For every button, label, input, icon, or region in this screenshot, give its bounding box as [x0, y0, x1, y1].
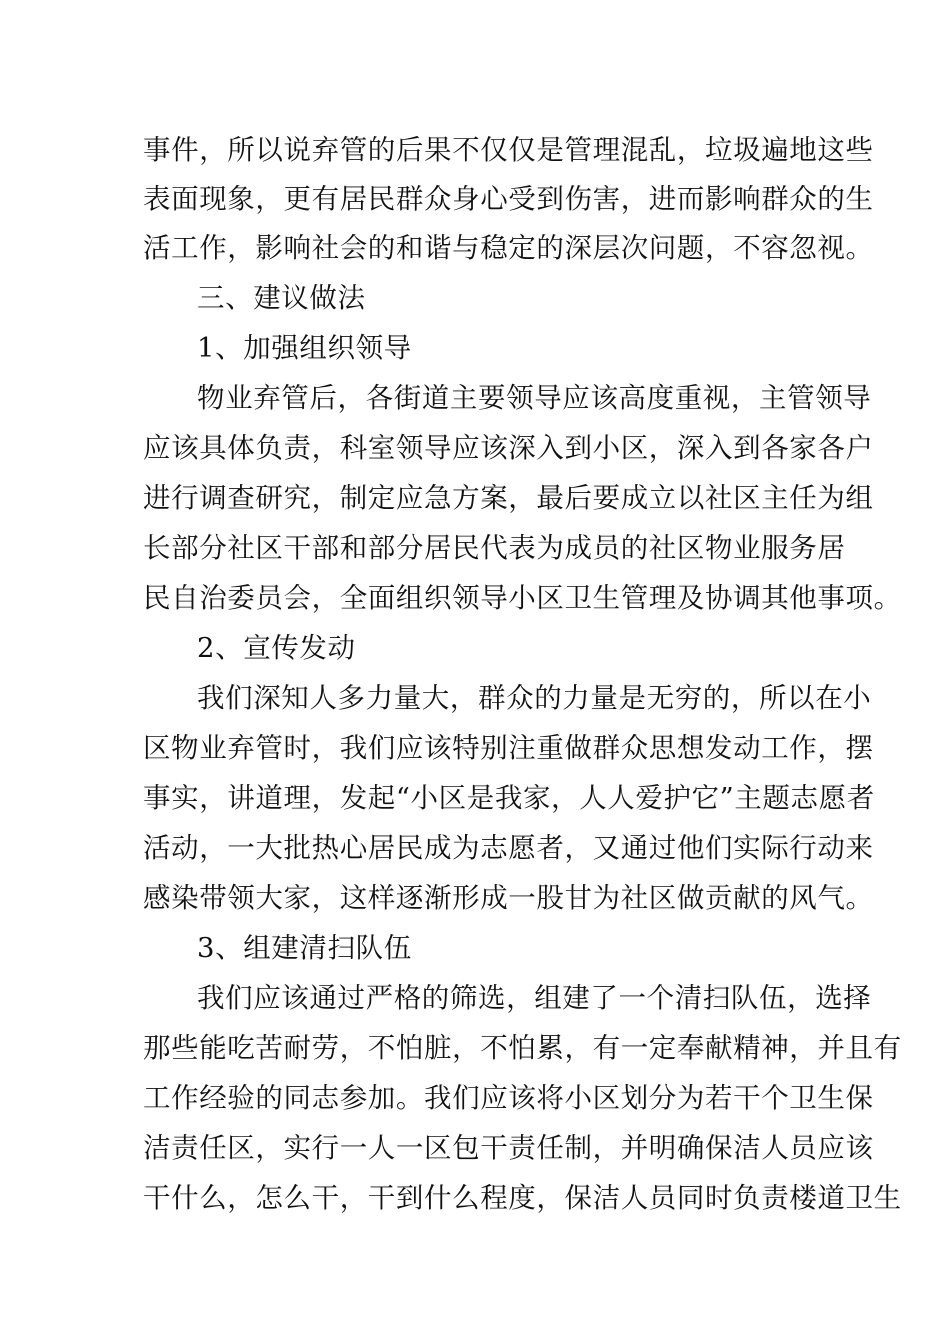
text-line: 物业弃管后，各街道主要领导应该高度重视，主管领导: [197, 382, 872, 414]
text-line: 事件，所以说弃管的后果不仅仅是管理混乱，垃圾遍地这些: [143, 134, 874, 166]
text-line: 活工作，影响社会的和谐与稳定的深层次问题，不容忽视。: [143, 232, 874, 264]
text-line: 我们应该通过严格的筛选，组建了一个清扫队伍，选择: [197, 982, 872, 1014]
text-line: 我们深知人多力量大，群众的力量是无穷的，所以在小: [197, 682, 872, 714]
subsection-heading: 1、加强组织领导: [197, 332, 412, 364]
text-line: 感染带领大家，这样逐渐形成一股甘为社区做贡献的风气。: [143, 882, 874, 914]
text-line: 民自治委员会，全面组织领导小区卫生管理及协调其他事项。: [143, 582, 902, 614]
subsection-heading: 3、组建清扫队伍: [197, 932, 412, 964]
text-line: 干什么，怎么干，干到什么程度，保洁人员同时负责楼道卫生: [143, 1182, 902, 1214]
text-line: 洁责任区，实行一人一区包干责任制，并明确保洁人员应该: [143, 1132, 874, 1164]
text-line: 那些能吃苦耐劳，不怕脏，不怕累，有一定奉献精神，并且有: [143, 1032, 902, 1064]
subsection-heading: 2、宣传发动: [197, 632, 356, 664]
text-line: 进行调查研究，制定应急方案，最后要成立以社区主任为组: [143, 482, 874, 514]
text-line: 工作经验的同志参加。我们应该将小区划分为若干个卫生保: [143, 1082, 874, 1114]
text-line: 应该具体负责，科室领导应该深入到小区，深入到各家各户: [143, 432, 874, 464]
text-line: 长部分社区干部和部分居民代表为成员的社区物业服务居: [143, 532, 846, 564]
section-heading: 三、建议做法: [197, 282, 366, 314]
text-line: 活动，一大批热心居民成为志愿者，又通过他们实际行动来: [143, 832, 874, 864]
text-line: 区物业弃管时，我们应该特别注重做群众思想发动工作，摆: [143, 732, 874, 764]
text-line: 事实，讲道理，发起“小区是我家，人人爱护它”主题志愿者: [143, 782, 875, 814]
text-line: 表面现象，更有居民群众身心受到伤害，进而影响群众的生: [143, 183, 874, 215]
